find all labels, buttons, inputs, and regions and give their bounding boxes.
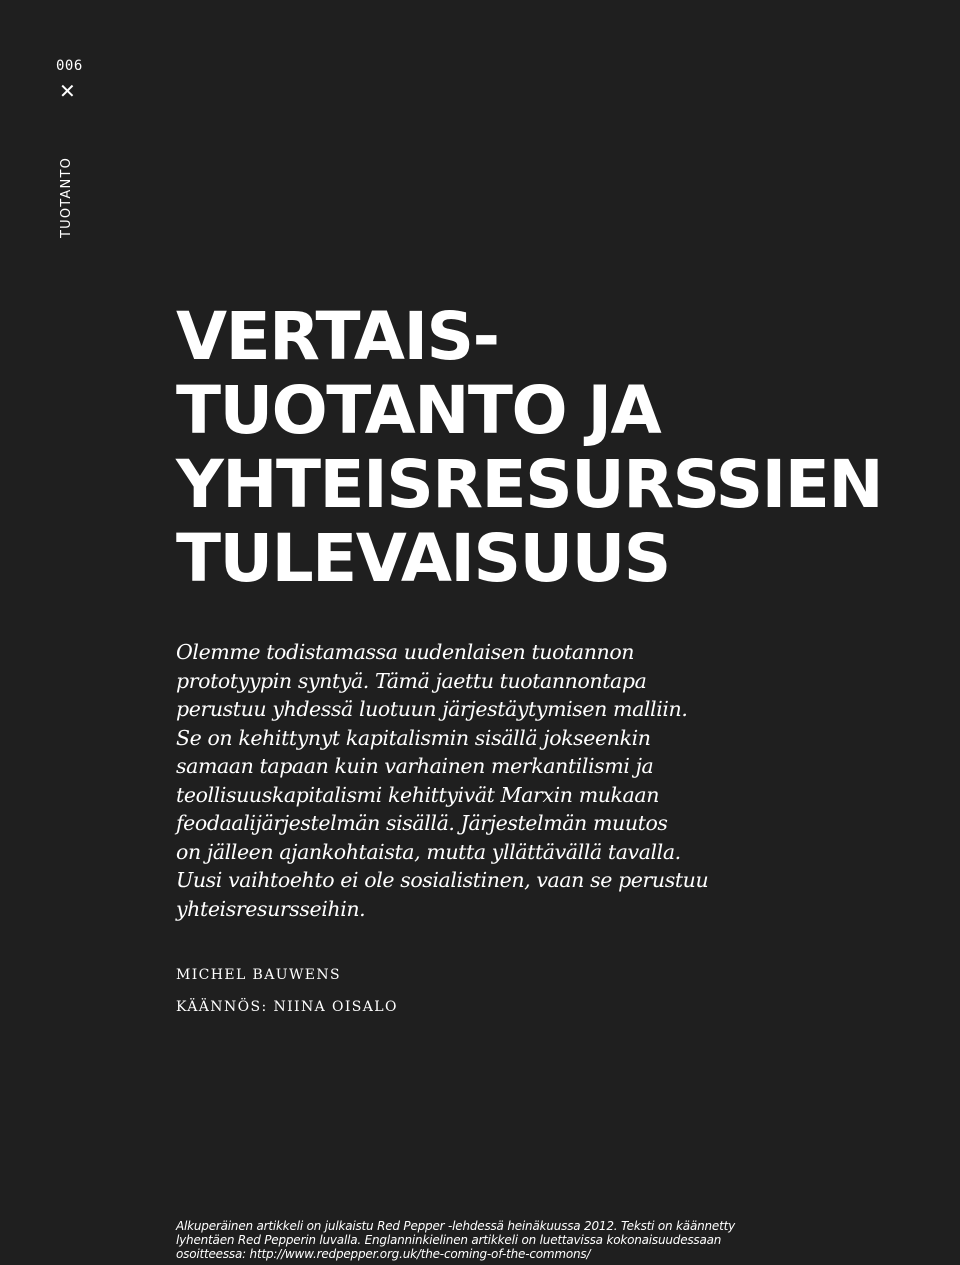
title-line: VERTAIS-: [176, 298, 499, 375]
article-title: [176, 300, 882, 596]
lede-line: teollisuuskapitalismi kehittyivät Marxin mukaan: [176, 782, 659, 807]
footnote-line: osoitteessa: http://www.redpepper.org.uk/the-coming-of-the-commons/: [176, 1247, 591, 1261]
article-lede: [176, 638, 756, 923]
lede-line: Se on kehittynyt kapitalismin sisällä jokseenkin: [176, 725, 651, 750]
lede-line: prototyypin syntyä. Tämä jaettu tuotannontapa: [176, 668, 647, 693]
title-line: TUOTANTO JA: [176, 372, 661, 449]
section-name-wrapper: [59, 106, 79, 246]
author-byline: MICHEL BAUWENS: [176, 967, 342, 983]
translator-byline: KÄÄNNÖS: NIINA OISALO: [176, 999, 398, 1015]
footnote-line: lyhentäen Red Pepperin luvalla. Englanninkielinen artikkeli on luettavissa kokonaisuudessaan: [176, 1233, 722, 1247]
page-number: 006: [56, 58, 83, 74]
footnote-line: Alkuperäinen artikkeli on julkaistu Red Pepper -lehdessä heinäkuussa 2012. Teksti on käännetty: [176, 1219, 736, 1233]
lede-line: on jälleen ajankohtaista, mutta yllättävällä tavalla.: [176, 839, 681, 864]
section-name: TUOTANTO: [59, 156, 74, 238]
lede-line: Uusi vaihtoehto ei ole sosialistinen, vaan se perustuu: [176, 868, 709, 892]
lede-line: Olemme todistamassa uudenlaisen tuotannon: [176, 640, 635, 664]
source-footnote: [176, 1219, 756, 1261]
title-line: YHTEISRESURSSIEN: [176, 446, 883, 523]
close-icon: ✕: [59, 79, 76, 103]
title-line: TULEVAISUUS: [176, 520, 670, 597]
lede-line: feodaalijärjestelmän sisällä. Järjestelmän muutos: [176, 811, 668, 835]
lede-line: yhteisresursseihin.: [176, 896, 366, 921]
lede-line: samaan tapaan kuin varhainen merkantilismi ja: [176, 754, 654, 778]
lede-line: perustuu yhdessä luotuun järjestäytymisen malliin.: [176, 697, 688, 721]
